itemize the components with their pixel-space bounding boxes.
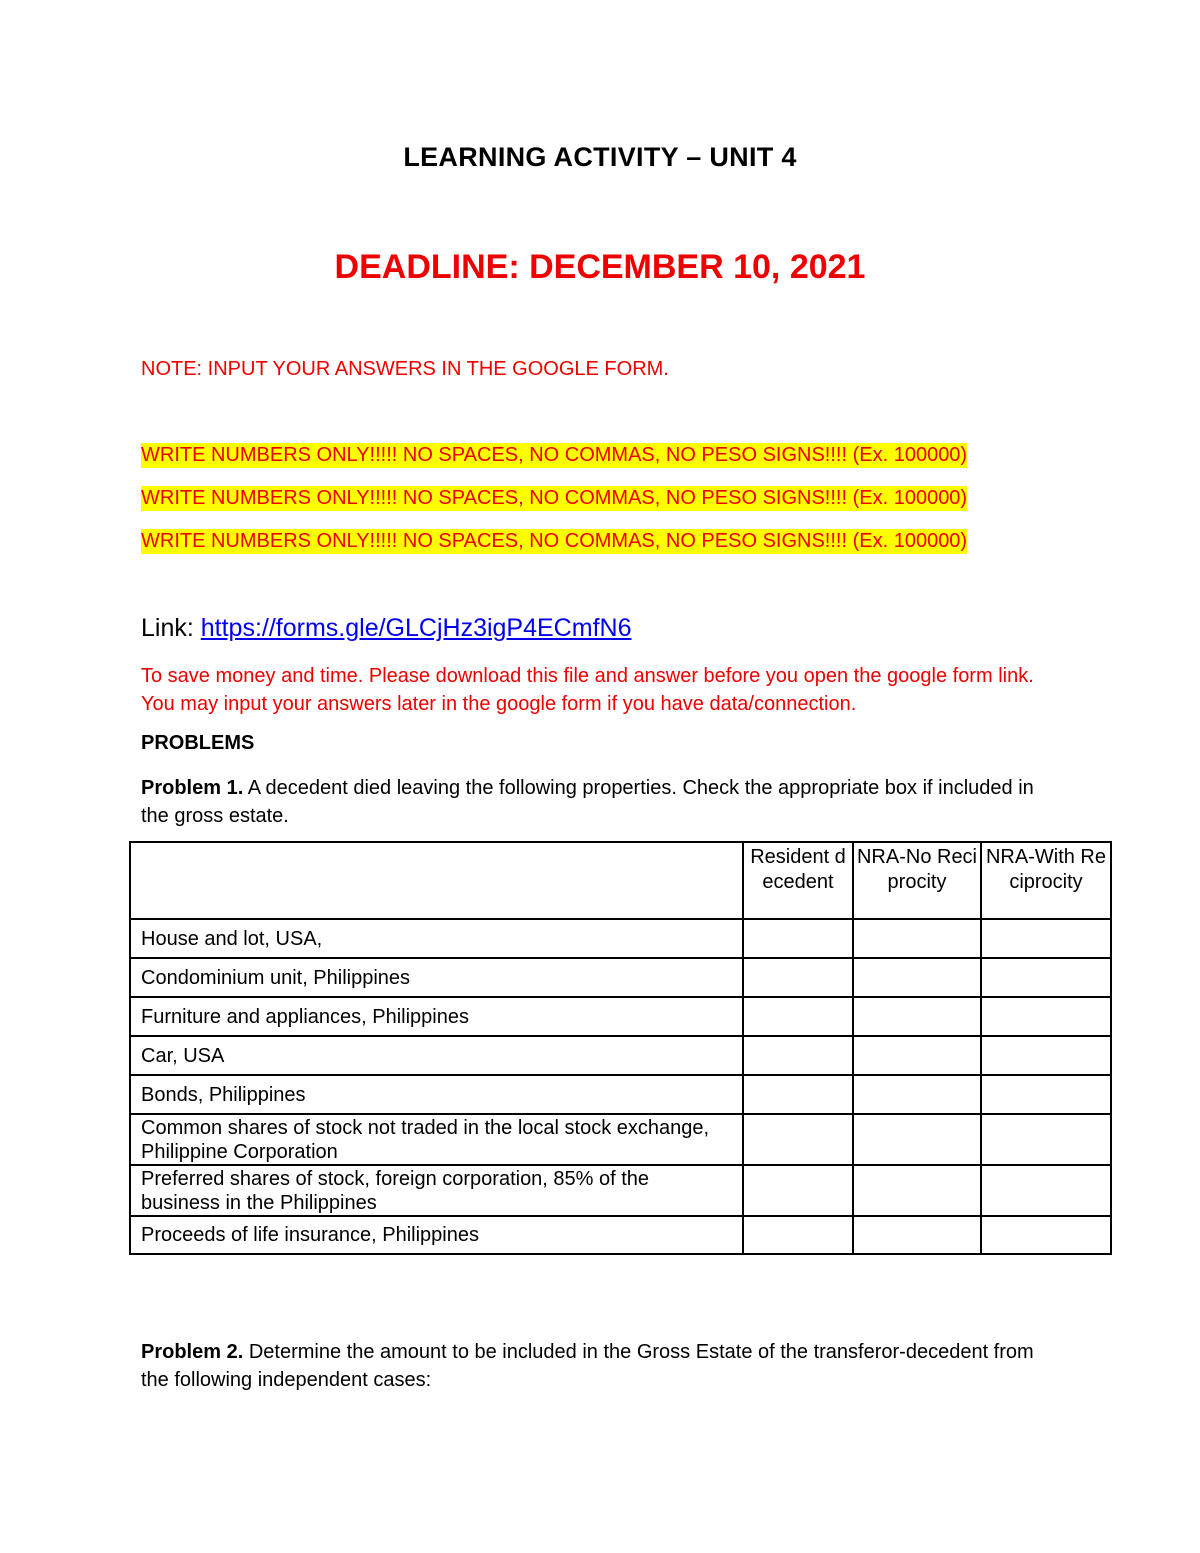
warning-line: WRITE NUMBERS ONLY!!!!! NO SPACES, NO COMMAS, NO PESO SIGNS!!!! (Ex. 100000)	[141, 530, 968, 552]
check-box-cell[interactable]	[853, 1114, 981, 1165]
check-box-cell[interactable]	[743, 1216, 853, 1254]
problem-2-text	[141, 1338, 1061, 1394]
table-row	[130, 1036, 1111, 1075]
check-box-cell[interactable]	[981, 1075, 1111, 1114]
page-title: LEARNING ACTIVITY – UNIT 4	[403, 142, 797, 172]
header-blank-cell	[130, 842, 743, 919]
check-box-cell[interactable]	[743, 1036, 853, 1075]
table-row	[130, 1216, 1111, 1254]
table-header-row	[130, 842, 1111, 919]
form-link-line	[141, 614, 631, 643]
link-label: Link:	[141, 614, 201, 642]
column-header: NRA-No Reciprocity	[853, 842, 981, 919]
problem-1-body: A decedent died leaving the following properties. Check the appropriate box if included in the gross estate.	[141, 777, 1034, 827]
column-header: NRA-With Reciprocity	[981, 842, 1111, 919]
table-row	[130, 1114, 1111, 1165]
google-form-link[interactable]: https://forms.gle/GLCjHz3igP4ECmfN6	[200, 614, 632, 642]
problem-2-label: Problem 2.	[141, 1341, 244, 1363]
warning-line: WRITE NUMBERS ONLY!!!!! NO SPACES, NO COMMAS, NO PESO SIGNS!!!! (Ex. 100000)	[141, 444, 968, 466]
problem-1-text	[141, 774, 1061, 830]
check-box-cell[interactable]	[853, 958, 981, 997]
save-note: To save money and time. Please download this file and answer before you open the google form link. You may input your answers later in the google form if you have data/connection.	[141, 665, 1034, 715]
problem-2-body: Determine the amount to be included in the Gross Estate of the transferor-decedent from the following independent cases:	[141, 1341, 1034, 1391]
check-box-cell[interactable]	[853, 997, 981, 1036]
table-row	[130, 997, 1111, 1036]
check-box-cell[interactable]	[743, 919, 853, 958]
property-cell: Proceeds of life insurance, Philippines	[130, 1216, 743, 1254]
table-row	[130, 1075, 1111, 1114]
property-cell: Condominium unit, Philippines	[130, 958, 743, 997]
problems-heading: PROBLEMS	[141, 732, 255, 754]
gross-estate-table	[129, 841, 1112, 1255]
property-cell: Preferred shares of stock, foreign corporation, 85% of the business in the Philippines	[130, 1165, 743, 1216]
check-box-cell[interactable]	[981, 1114, 1111, 1165]
check-box-cell[interactable]	[853, 1165, 981, 1216]
check-box-cell[interactable]	[981, 1036, 1111, 1075]
table-row	[130, 919, 1111, 958]
property-cell: Car, USA	[130, 1036, 743, 1075]
property-cell: Common shares of stock not traded in the local stock exchange, Philippine Corporation	[130, 1114, 743, 1165]
column-header: Resident decedent	[743, 842, 853, 919]
check-box-cell[interactable]	[743, 1075, 853, 1114]
check-box-cell[interactable]	[743, 997, 853, 1036]
property-cell: Bonds, Philippines	[130, 1075, 743, 1114]
note-text: NOTE: INPUT YOUR ANSWERS IN THE GOOGLE FORM.	[141, 358, 669, 380]
check-box-cell[interactable]	[981, 997, 1111, 1036]
check-box-cell[interactable]	[743, 1165, 853, 1216]
property-cell: House and lot, USA,	[130, 919, 743, 958]
check-box-cell[interactable]	[981, 919, 1111, 958]
property-cell: Furniture and appliances, Philippines	[130, 997, 743, 1036]
table-row	[130, 958, 1111, 997]
table-row	[130, 1165, 1111, 1216]
check-box-cell[interactable]	[853, 1036, 981, 1075]
deadline-heading: DEADLINE: DECEMBER 10, 2021	[334, 248, 866, 286]
check-box-cell[interactable]	[981, 1216, 1111, 1254]
warning-line: WRITE NUMBERS ONLY!!!!! NO SPACES, NO COMMAS, NO PESO SIGNS!!!! (Ex. 100000)	[141, 487, 968, 509]
check-box-cell[interactable]	[853, 919, 981, 958]
check-box-cell[interactable]	[981, 1165, 1111, 1216]
check-box-cell[interactable]	[743, 958, 853, 997]
problem-1-label: Problem 1.	[141, 777, 244, 799]
check-box-cell[interactable]	[853, 1216, 981, 1254]
check-box-cell[interactable]	[981, 958, 1111, 997]
check-box-cell[interactable]	[743, 1114, 853, 1165]
check-box-cell[interactable]	[853, 1075, 981, 1114]
